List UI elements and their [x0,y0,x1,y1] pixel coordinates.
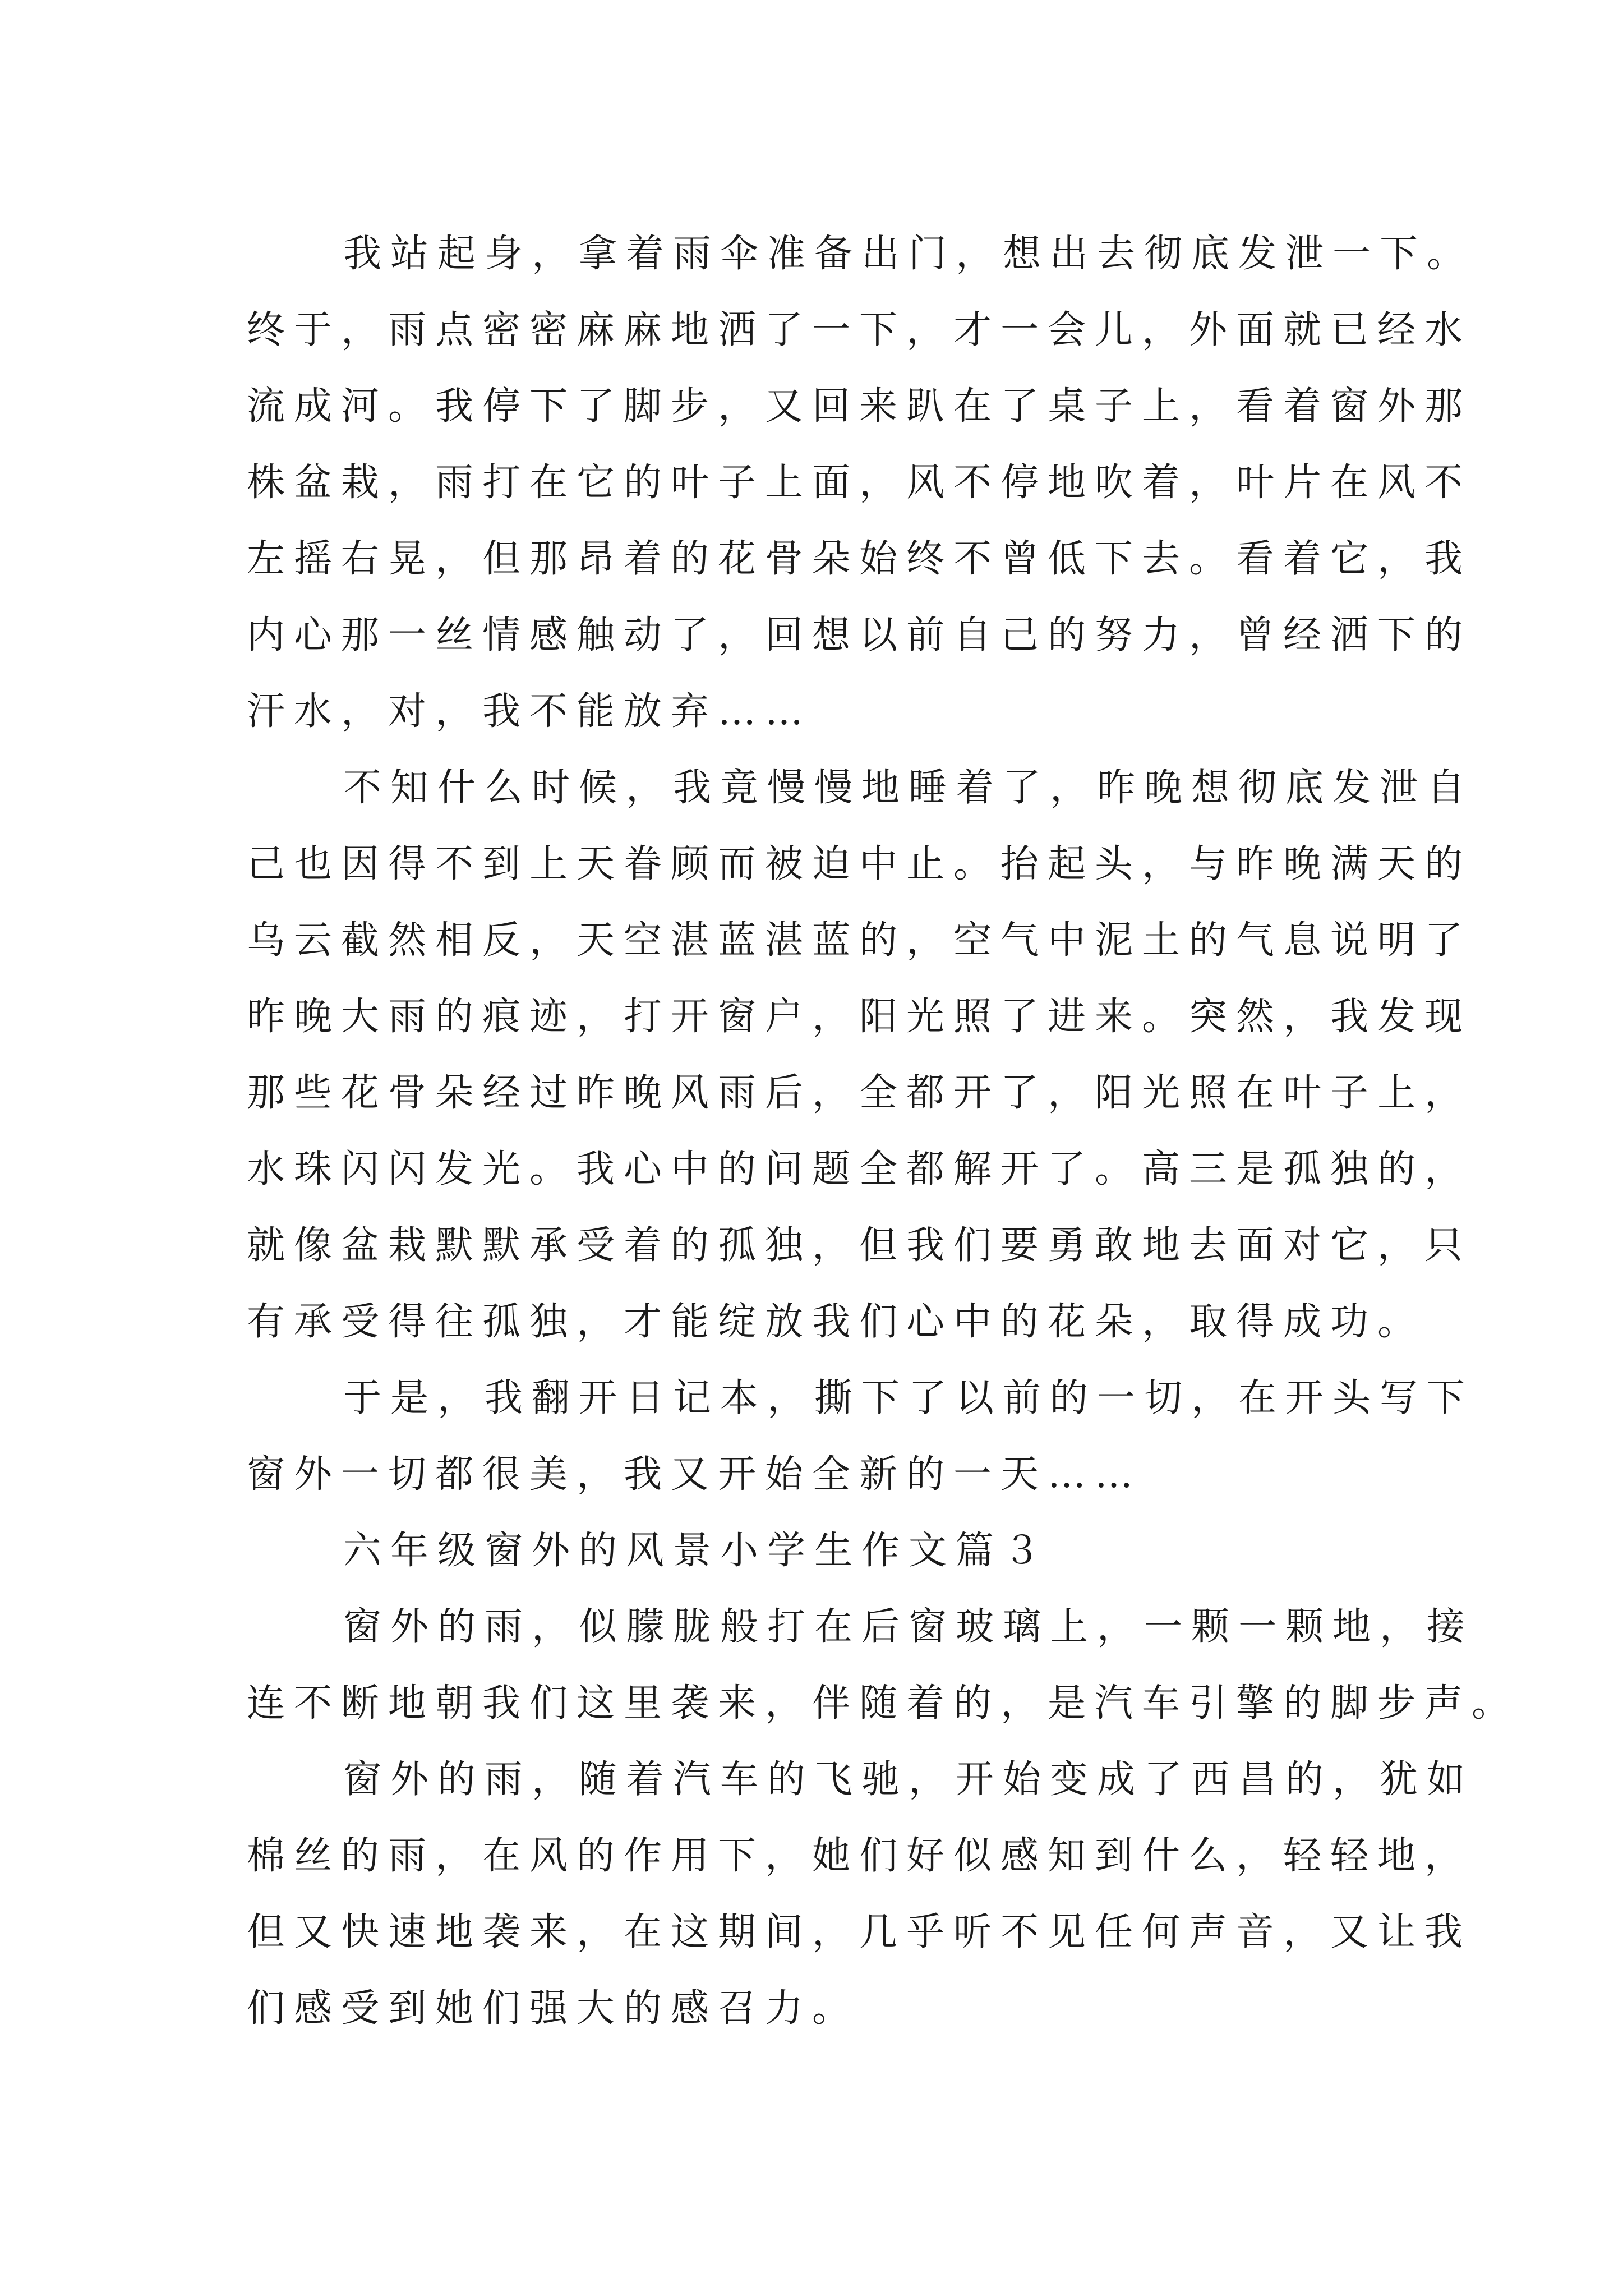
paragraph-2 [247,750,1474,1360]
text-line: 终于，雨点密密麻麻地洒了一下，才一会儿，外面就已经水 [247,308,1472,352]
text-line: 我站起身，拿着雨伞准备出门，想出去彻底发泄一下。 [343,232,1474,276]
text-line: 有承受得往孤独，才能绽放我们心中的花朵，取得成功。 [247,1300,1425,1344]
document-body [247,216,1519,2047]
text-line: 水珠闪闪发光。我心中的问题全都解开了。高三是孤独的， [247,1147,1472,1191]
section-title: 六年级窗外的风景小学生作文篇３ [343,1529,1050,1573]
text-line: 左摇右晃，但那昂着的花骨朵始终不曾低下去。看着它，我 [247,537,1472,581]
text-line: 棉丝的雨，在风的作用下，她们好似感知到什么，轻轻地， [247,1834,1472,1878]
text-line: 内心那一丝情感触动了，回想以前自己的努力，曾经洒下的 [247,613,1472,657]
section-heading [247,1513,1385,1589]
text-line: 就像盆栽默默承受着的孤独，但我们要勇敢地去面对它，只 [247,1223,1472,1268]
paragraph-1 [247,216,1474,750]
text-line: 汗水，对，我不能放弃…… [247,689,813,734]
paragraph-5 [247,1742,1474,2047]
text-line: 窗外的雨，随着汽车的飞驰，开始变成了西昌的，犹如 [343,1757,1474,1802]
text-line: 己也因得不到上天眷顾而被迫中止。抬起头，与昨晚满天的 [247,842,1472,886]
text-line: 株盆栽，雨打在它的叶子上面，风不停地吹着，叶片在风不 [247,461,1472,505]
text-line: 窗外的雨，似朦胧般打在后窗玻璃上，一颗一颗地，接 [343,1605,1474,1649]
text-line: 那些花骨朵经过昨晚风雨后，全都开了，阳光照在叶子上， [247,1071,1472,1115]
text-line: 们感受到她们强大的感召力。 [247,1986,860,2031]
paragraph-3 [247,1360,1474,1513]
text-line: 流成河。我停下了脚步，又回来趴在了桌子上，看着窗外那 [247,384,1472,429]
text-line: 昨晚大雨的痕迹，打开窗户，阳光照了进来。突然，我发现 [247,995,1472,1039]
paragraph-4 [247,1589,1519,1742]
text-line: 不知什么时候，我竟慢慢地睡着了，昨晚想彻底发泄自 [343,766,1474,810]
text-line: 于是，我翻开日记本，撕下了以前的一切，在开头写下 [343,1376,1474,1420]
text-line: 但又快速地袭来，在这期间，几乎听不见任何声音，又让我 [247,1910,1472,1954]
text-line: 窗外一切都很美，我又开始全新的一天…… [247,1452,1142,1497]
text-line: 连不断地朝我们这里袭来，伴随着的，是汽车引擎的脚步声。 [247,1681,1519,1726]
text-line: 乌云截然相反，天空湛蓝湛蓝的，空气中泥土的气息说明了 [247,918,1472,963]
